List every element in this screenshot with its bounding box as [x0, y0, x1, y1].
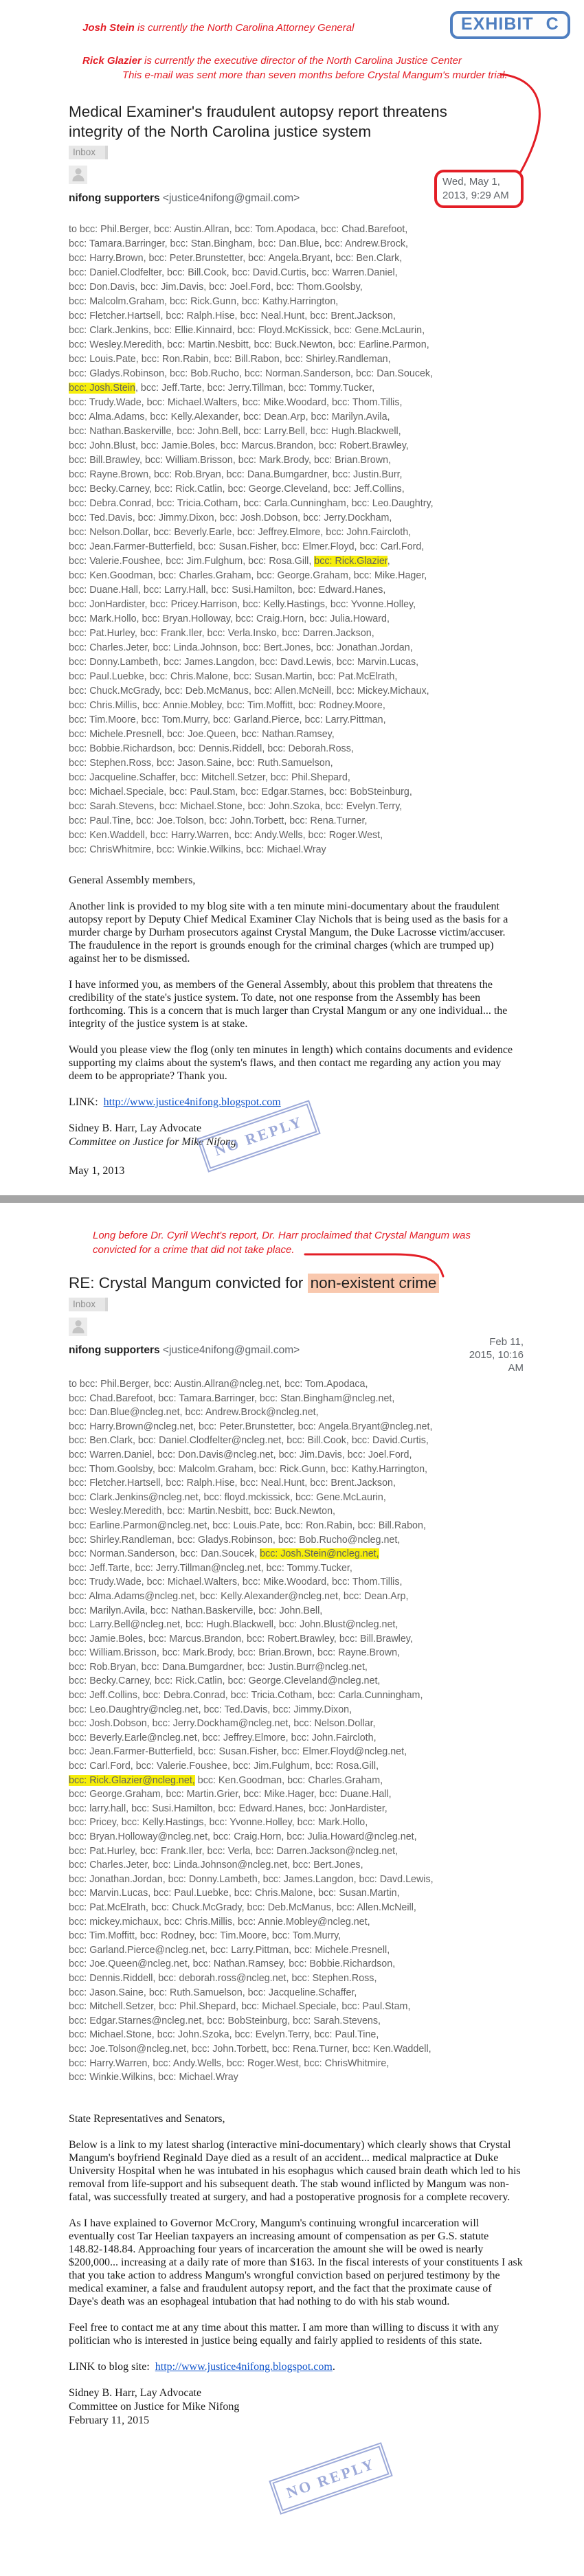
- inbox-label: Inbox: [69, 146, 108, 159]
- bcc-line: bcc: Jamie.Boles, bcc: Marcus.Brandon, bcc: Robert.Brawley, bcc: Bill.Brawley,: [69, 1633, 413, 1645]
- sender-row: [69, 1336, 524, 1374]
- label-row: [69, 146, 524, 159]
- bcc-line: bcc: Michele.Presnell, bcc: Joe.Queen, bcc: Nathan.Ramsey,: [69, 729, 335, 740]
- sender-email: <justice4nifong@gmail.com>: [162, 192, 300, 204]
- person-icon: [75, 1320, 81, 1326]
- bcc-line: bcc: Jean.Farmer-Butterfield, bcc: Susan.Fisher, bcc: Elmer.Floyd, bcc: Carl.Ford,: [69, 541, 425, 552]
- bcc-line: bcc: Charles.Jeter, bcc: Linda.Johnson@ncleg.net, bcc: Bert.Jones,: [69, 1860, 363, 1871]
- bcc-line: bcc: Clark.Jenkins@ncleg.net, bcc: floyd.mckissick, bcc: Gene.McLaurin,: [69, 1491, 386, 1503]
- bcc-line: bcc: Tim.Moore, bcc: Tom.Murry, bcc: Garland.Pierce, bcc: Larry.Pittman,: [69, 714, 386, 725]
- body-paragraph: Another link is provided to my blog site with a ten minute mini-documentary about the fraudulent autopsy report by Deputy Chief Medical Examiner Clay Nichols that is being used as the basis for a murder charge by Durham prosecutors against Crystal Mangum, the Duke Lacrosse victim/accuser. The fraudulence in the report is grounds enough for the criminal charges (which are trumped up) against her to be dismissed.: [69, 901, 508, 964]
- annotation-rick-glazier: [82, 54, 462, 68]
- signature-org: Committee on Justice for Mike Nifong: [69, 1136, 236, 1148]
- bcc-line: bcc: Jean.Farmer-Butterfield, bcc: Susan.Fisher, bcc: Elmer.Floyd@ncleg.net,: [69, 1746, 407, 1758]
- bcc-line: bcc: Leo.Daughtry@ncleg.net, bcc: Ted.Davis, bcc: Jimmy.Dixon,: [69, 1704, 352, 1715]
- highlighted-recipient: bcc: Josh.Stein@ncleg.net,: [260, 1548, 379, 1560]
- bcc-line: bcc: Paul.Tine, bcc: Joe.Tolson, bcc: John.Torbett, bcc: Rena.Turner,: [69, 815, 368, 826]
- body-paragraph: As I have explained to Governor McCrory, Mangum's continuing wrongful incarceration will eventually cost Tar Heelian taxpayers an increasing amount of compensation as per G.S. statute 148.82-148.84. Approaching four years of incarceration the amount she will be owed is nearly $200,000... increasing at a daily rate of more than $163. In the fiscal interests of your constituents I ask that you take action to address Mangum's wrongful conviction based on perjured testimony by the medical examiner, a false and fraudulent autopsy report, and the fact that the proximate cause of Daye's death was an esophageal intubation that had nothing to do with his stab wound.: [69, 2217, 523, 2307]
- bcc-text: , bcc: Jeff.Tarte, bcc: Jerry.Tillman, bcc: Tommy.Tucker,: [135, 383, 375, 394]
- bcc-line: bcc: Bill.Brawley, bcc: William.Brisson, bcc: Mark.Brody, bcc: Brian.Brown,: [69, 455, 392, 466]
- person-icon-body: [72, 175, 84, 181]
- bcc-line: [69, 1547, 524, 1561]
- email2-subject: [69, 1273, 524, 1293]
- bcc-line: bcc: Wesley.Meredith, bcc: Martin.Nesbitt, bcc: Buck.Newton, bcc: Earline.Parmon,: [69, 339, 429, 350]
- bcc-line: bcc: Warren.Daniel, bcc: Don.Davis@ncleg.net, bcc: Jim.Davis, bcc: Joel.Ford,: [69, 1449, 412, 1460]
- bcc-line: bcc: JonHardister, bcc: Pricey.Harrison, bcc: Kelly.Hastings, bcc: Yvonne.Holley,: [69, 599, 416, 610]
- bcc-line: bcc: Ken.Waddell, bcc: Harry.Warren, bcc: Andy.Wells, bcc: Roger.West,: [69, 830, 383, 841]
- bcc-line: bcc: Sarah.Stevens, bcc: Michael.Stone, bcc: John.Szoka, bcc: Evelyn.Terry,: [69, 801, 403, 812]
- bcc-line: to bcc: Phil.Berger, bcc: Austin.Allran, bcc: Tom.Apodaca, bcc: Chad.Barefoot,: [69, 224, 408, 235]
- bcc-line: bcc: William.Brisson, bcc: Mark.Brody, bcc: Brian.Brown, bcc: Rayne.Brown,: [69, 1647, 401, 1659]
- email2-date: Feb 11, 2015, 10:16 AM: [469, 1336, 524, 1374]
- subject-text: RE: Crystal Mangum convicted for: [69, 1274, 308, 1291]
- bcc-line: bcc: Jason.Saine, bcc: Ruth.Samuelson, bcc: Jacqueline.Schaffer,: [69, 1987, 357, 1998]
- bcc-line: bcc: Tamara.Barringer, bcc: Stan.Bingham, bcc: Dan.Blue, bcc: Andrew.Brock,: [69, 238, 409, 249]
- bcc-line: bcc: Ben.Clark, bcc: Daniel.Clodfelter@ncleg.net, bcc: Bill.Cook, bcc: David.Curtis,: [69, 1435, 429, 1447]
- bcc-line: bcc: Edgar.Starnes@ncleg.net, bcc: BobSteinburg, bcc: Sarah.Stevens,: [69, 2015, 381, 2026]
- bcc-line: bcc: Nelson.Dollar, bcc: Beverly.Earle, bcc: Jeffrey.Elmore, bcc: John.Faircloth,: [69, 527, 412, 538]
- bcc-line: bcc: Dennis.Riddell, bcc: deborah.ross@ncleg.net, bcc: Stephen.Ross,: [69, 1972, 377, 1984]
- bcc-line: bcc: Don.Davis, bcc: Jim.Davis, bcc: Joel.Ford, bcc: Thom.Goolsby,: [69, 282, 363, 293]
- bcc-line: [69, 381, 524, 396]
- bcc-line: bcc: ChrisWhitmire, bcc: Winkie.Wilkins, bcc: Michael.Wray: [69, 844, 326, 855]
- bcc-line: bcc: Marvin.Lucas, bcc: Paul.Luebke, bcc: Chris.Malone, bcc: Susan.Martin,: [69, 1888, 400, 1899]
- avatar: [69, 166, 87, 184]
- exhibit-stamp: EXHIBIT C: [450, 11, 570, 39]
- bcc-line: bcc: mickey.michaux, bcc: Chris.Millis, bcc: Annie.Mobley@ncleg.net,: [69, 1916, 370, 1928]
- body-paragraph: Would you please view the flog (only ten minutes in length) which contains documents and evidence supporting my claims about the system's flaws, and then contact me regarding any action you may deem to be appropriate? Thank you.: [69, 1044, 513, 1082]
- bcc-text: bcc: Valerie.Foushee, bcc: Jim.Fulghum, bcc: Rosa.Gill,: [69, 556, 315, 567]
- signature-org: Committee on Justice for Mike Nifong: [69, 2400, 240, 2413]
- signature-name: Sidney B. Harr, Lay Advocate: [69, 2386, 202, 2399]
- bcc-line: bcc: Mark.Hollo, bcc: Bryan.Holloway, bcc: Craig.Horn, bcc: Julia.Howard,: [69, 613, 390, 624]
- no-reply-stamp: NO REPLY: [196, 1100, 321, 1173]
- bcc-line: bcc: Alma.Adams, bcc: Kelly.Alexander, bcc: Dean.Arp, bcc: Marilyn.Avila,: [69, 411, 390, 422]
- bcc-line: bcc: Dan.Blue@ncleg.net, bcc: Andrew.Brock@ncleg.net,: [69, 1407, 319, 1419]
- bcc-line: bcc: Mitchell.Setzer, bcc: Phil.Shepard, bcc: Michael.Speciale, bcc: Paul.Stam,: [69, 2001, 411, 2013]
- bcc-line: bcc: Harry.Brown, bcc: Peter.Brunstetter, bcc: Angela.Bryant, bcc: Ben.Clark,: [69, 253, 403, 264]
- email2-body-section: [69, 2112, 524, 2428]
- link-line: [69, 2360, 524, 2373]
- body-paragraph: Feel free to contact me at any time about this matter. I am more than willing to discuss it with any politician who is interested in justice being equally and fairly applied to residents of this state.: [69, 2321, 499, 2347]
- bcc-line: bcc: Pat.Hurley, bcc: Frank.Iler, bcc: Verla, bcc: Darren.Jackson@ncleg.net,: [69, 1845, 398, 1857]
- annotation-bold-name: Josh Stein: [82, 22, 135, 34]
- bcc-line: bcc: Debra.Conrad, bcc: Tricia.Cotham, bcc: Carla.Cunningham, bcc: Leo.Daughtry,: [69, 498, 434, 509]
- person-icon-body: [72, 1327, 84, 1333]
- bcc-line: bcc: Stephen.Ross, bcc: Jason.Saine, bcc: Ruth.Samuelson,: [69, 758, 333, 769]
- sender-name: nifong supporters: [69, 1344, 160, 1356]
- email1-date: Wed, May 1, 2013, 9:29 AM: [442, 176, 509, 201]
- bcc-line: bcc: Bobbie.Richardson, bcc: Dennis.Riddell, bcc: Deborah.Ross,: [69, 743, 354, 754]
- bcc-line: bcc: Jonathan.Jordan, bcc: Donny.Lambeth, bcc: James.Langdon, bcc: Davd.Lewis,: [69, 1873, 434, 1885]
- annotation-email2-note: Long before Dr. Cyril Wecht's report, Dr. Harr proclaimed that Crystal Mangum was convicted for a crime that did not take place.: [93, 1230, 471, 1256]
- bcc-line: bcc: Fletcher.Hartsell, bcc: Ralph.Hise, bcc: Neal.Hunt, bcc: Brent.Jackson,: [69, 1478, 396, 1489]
- body-paragraph: I have informed you, as members of the General Assembly, about this problem that threatens the credibility of the state's justice system. To date, not one response from the Assembly has been forthcoming. This is a concern that is much larger than Crystal Mangum or any one individual... the integrity of the justice system is at stake.: [69, 979, 508, 1030]
- bcc-line: bcc: Rob.Bryan, bcc: Dana.Bumgardner, bcc: Justin.Burr@ncleg.net,: [69, 1661, 368, 1673]
- annotation-bold-name: Rick Glazier: [82, 55, 142, 67]
- greeting: State Representatives and Senators,: [69, 2112, 225, 2125]
- bcc-line: bcc: John.Blust, bcc: Jamie.Boles, bcc: Marcus.Brandon, bcc: Robert.Brawley,: [69, 440, 409, 451]
- highlighted-recipient: bcc: Josh.Stein: [69, 383, 135, 394]
- bcc-line: to bcc: Phil.Berger, bcc: Austin.Allran@ncleg.net, bcc: Tom.Apodaca,: [69, 1379, 368, 1390]
- annotation-email1-note: This e-mail was sent more than seven months before Crystal Mangum's murder trial.: [122, 69, 508, 81]
- bcc-line: bcc: Trudy.Wade, bcc: Michael.Walters, bcc: Mike.Woodard, bcc: Thom.Tillis,: [69, 397, 403, 408]
- bcc-line: bcc: Shirley.Randleman, bcc: Gladys.Robinson, bcc: Bob.Rucho@ncleg.net,: [69, 1534, 401, 1546]
- bcc-line: bcc: Clark.Jenkins, bcc: Ellie.Kinnaird, bcc: Floyd.McKissick, bcc: Gene.McLaurin,: [69, 325, 425, 336]
- person-icon: [75, 168, 81, 174]
- bcc-line: bcc: Chad.Barefoot, bcc: Tamara.Barringer, bcc: Stan.Bingham@ncleg.net,: [69, 1392, 395, 1404]
- blog-link[interactable]: http://www.justice4nifong.blogspot.com: [103, 1096, 281, 1108]
- bcc-line: bcc: Pat.Hurley, bcc: Frank.Iler, bcc: Verla.Insko, bcc: Darren.Jackson,: [69, 628, 374, 639]
- bcc-line: bcc: Ted.Davis, bcc: Jimmy.Dixon, bcc: Josh.Dobson, bcc: Jerry.Dockham,: [69, 512, 392, 523]
- bcc-line: [69, 1774, 524, 1788]
- bcc-line: bcc: Becky.Carney, bcc: Rick.Catlin, bcc: George.Cleveland, bcc: Jeff.Collins,: [69, 484, 405, 495]
- avatar: [69, 1318, 87, 1336]
- no-reply-stamp: NO REPLY: [269, 2442, 393, 2515]
- bcc-text: ,: [387, 556, 390, 567]
- email-2: [69, 1273, 524, 2428]
- bcc-line: bcc: Thom.Goolsby, bcc: Malcolm.Graham, bcc: Rick.Gunn, bcc: Kathy.Harrington,: [69, 1463, 428, 1475]
- bcc-line: [69, 554, 524, 569]
- inbox-label: Inbox: [69, 1298, 108, 1311]
- bcc-line: bcc: Trudy.Wade, bcc: Michael.Walters, bcc: Mike.Woodard, bcc: Thom.Tillis,: [69, 1577, 403, 1588]
- annotation-text: is currently the North Carolina Attorney General: [134, 22, 355, 34]
- bcc-line: bcc: Louis.Pate, bcc: Ron.Rabin, bcc: Bill.Rabon, bcc: Shirley.Randleman,: [69, 354, 391, 365]
- bcc-line: bcc: Harry.Brown@ncleg.net, bcc: Peter.Brunstetter, bcc: Angela.Bryant@ncleg.net,: [69, 1421, 433, 1432]
- bcc-line: bcc: Joe.Tolson@ncleg.net, bcc: John.Torbett, bcc: Rena.Turner, bcc: Ken.Waddell,: [69, 2043, 431, 2055]
- email1-subject: Medical Examiner's fraudulent autopsy report threatens integrity of the North Carolina justice system: [69, 103, 447, 140]
- bcc-line: bcc: Michael.Speciale, bcc: Paul.Stam, bcc: Edgar.Starnes, bcc: BobSteinburg,: [69, 787, 412, 798]
- bcc-line: bcc: Duane.Hall, bcc: Larry.Hall, bcc: Susi.Hamilton, bcc: Edward.Hanes,: [69, 585, 386, 596]
- link-label: LINK to blog site:: [69, 2360, 150, 2373]
- section-divider: [0, 1195, 584, 1203]
- bcc-line: bcc: Alma.Adams@ncleg.net, bcc: Kelly.Alexander@ncleg.net, bcc: Dean.Arp,: [69, 1590, 409, 1602]
- signature-name: Sidney B. Harr, Lay Advocate: [69, 1122, 202, 1134]
- sender-email: <justice4nifong@gmail.com>: [162, 1344, 300, 1356]
- bcc-line: bcc: Harry.Warren, bcc: Andy.Wells, bcc: Roger.West, bcc: ChrisWhitmire,: [69, 2057, 390, 2069]
- bcc-line: bcc: Wesley.Meredith, bcc: Martin.Nesbitt, bcc: Buck.Newton,: [69, 1506, 336, 1517]
- bcc-line: bcc: Carl.Ford, bcc: Valerie.Foushee, bcc: Jim.Fulghum, bcc: Rosa.Gill,: [69, 1761, 379, 1772]
- email-1: [69, 102, 524, 1178]
- bcc-line: bcc: Winkie.Wilkins, bcc: Michael.Wray: [69, 2072, 238, 2083]
- highlighted-recipient: bcc: Rick.Glazier@ncleg.net,: [69, 1774, 195, 1786]
- signature-block: [69, 2386, 524, 2428]
- bcc-line: bcc: Marilyn.Avila, bcc: Nathan.Baskerville, bcc: John.Bell,: [69, 1605, 323, 1616]
- bcc-line: bcc: Jeff.Tarte, bcc: Jerry.Tillman@ncleg.net, bcc: Tommy.Tucker,: [69, 1562, 352, 1574]
- annotation-josh-stein: [82, 21, 354, 35]
- bcc-line: bcc: Garland.Pierce@ncleg.net, bcc: Larry.Pittman, bcc: Michele.Presnell,: [69, 1944, 390, 1956]
- bcc-line: bcc: Chuck.McGrady, bcc: Deb.McManus, bcc: Allen.McNeill, bcc: Mickey.Michaux,: [69, 686, 429, 697]
- bcc-line: bcc: Paul.Luebke, bcc: Chris.Malone, bcc: Susan.Martin, bcc: Pat.McElrath,: [69, 671, 398, 682]
- bcc-line: bcc: Jacqueline.Schaffer, bcc: Mitchell.Setzer, bcc: Phil.Shepard,: [69, 772, 350, 783]
- bcc-line: bcc: larry.hall, bcc: Susi.Hamilton, bcc: Edward.Hanes, bcc: JonHardister,: [69, 1803, 388, 1814]
- email2-body: [69, 2138, 524, 2347]
- bcc-line: bcc: Donny.Lambeth, bcc: James.Langdon, bcc: Davd.Lewis, bcc: Marvin.Lucas,: [69, 657, 419, 668]
- bcc-line: bcc: George.Graham, bcc: Martin.Grier, bcc: Mike.Hager, bcc: Duane.Hall,: [69, 1789, 392, 1800]
- bcc-line: bcc: Josh.Dobson, bcc: Jerry.Dockham@ncleg.net, bcc: Nelson.Dollar,: [69, 1718, 376, 1730]
- bcc-line: bcc: Michael.Stone, bcc: John.Szoka, bcc: Evelyn.Terry, bcc: Paul.Tine,: [69, 2029, 379, 2041]
- bcc-line: bcc: Nathan.Baskerville, bcc: John.Bell, bcc: Larry.Bell, bcc: Hugh.Blackwell,: [69, 426, 401, 437]
- bcc-line: bcc: Daniel.Clodfelter, bcc: Bill.Cook, bcc: David.Curtis, bcc: Warren.Daniel,: [69, 267, 398, 278]
- link-suffix: .: [332, 2360, 335, 2373]
- sender-name: nifong supporters: [69, 192, 160, 204]
- bcc-line: bcc: Chris.Millis, bcc: Annie.Mobley, bcc: Tim.Moffitt, bcc: Rodney.Moore,: [69, 700, 385, 711]
- bcc-line: bcc: Joe.Queen@ncleg.net, bcc: Nathan.Ramsey, bcc: Bobbie.Richardson,: [69, 1958, 396, 1970]
- bcc-line: bcc: Earline.Parmon@ncleg.net, bcc: Louis.Pate, bcc: Ron.Rabin, bcc: Bill.Rabon,: [69, 1519, 426, 1531]
- bcc-line: bcc: Tim.Moffitt, bcc: Rodney, bcc: Tim.Moore, bcc: Tom.Murry,: [69, 1930, 341, 1942]
- bcc-line: bcc: Becky.Carney, bcc: Rick.Catlin, bcc: George.Cleveland@ncleg.net,: [69, 1675, 381, 1687]
- bcc-line: bcc: Bryan.Holloway@ncleg.net, bcc: Craig.Horn, bcc: Julia.Howard@ncleg.net,: [69, 1831, 417, 1842]
- signature-date: February 11, 2015: [69, 2414, 150, 2426]
- bcc-text: bcc: Norman.Sanderson, bcc: Dan.Soucek,: [69, 1548, 260, 1560]
- email1-bcc-list: [69, 223, 524, 857]
- sender-row: [69, 176, 524, 205]
- signature-date: May 1, 2013: [69, 1165, 125, 1177]
- highlighted-recipient: bcc: Rick.Glazier: [314, 556, 388, 567]
- body-paragraph: Below is a link to my latest sharlog (interactive mini-documentary) which clearly shows that Crystal Mangum's boyfriend Reginald Daye died as a result of an accident... medical malpractice at Duke University Hospital when he was intubated in his esophagus which caused brain death which led to his removal from life-support and his subsequent death. The stab wound inflicted by Mangum was non-fatal, was successfully treated at surgery, and had a postoperative prognosis for a complete recovery.: [69, 2138, 521, 2203]
- date-red-circled: [434, 170, 524, 208]
- bcc-line: bcc: Beverly.Earle@ncleg.net, bcc: Jeffrey.Elmore, bcc: John.Faircloth,: [69, 1732, 377, 1743]
- bcc-text: bcc: Ken.Goodman, bcc: Charles.Graham,: [194, 1774, 383, 1786]
- blog-link[interactable]: http://www.justice4nifong.blogspot.com: [155, 2360, 333, 2373]
- link-label: LINK:: [69, 1096, 98, 1108]
- bcc-line: bcc: Malcolm.Graham, bcc: Rick.Gunn, bcc: Kathy.Harrington,: [69, 296, 339, 307]
- bcc-line: bcc: Charles.Jeter, bcc: Linda.Johnson, bcc: Bert.Jones, bcc: Jonathan.Jordan,: [69, 642, 413, 653]
- bcc-line: bcc: Jeff.Collins, bcc: Debra.Conrad, bcc: Tricia.Cotham, bcc: Carla.Cunningham,: [69, 1690, 423, 1702]
- email1-body: [69, 900, 524, 1083]
- bcc-line: bcc: Fletcher.Hartsell, bcc: Ralph.Hise, bcc: Neal.Hunt, bcc: Brent.Jackson,: [69, 310, 396, 321]
- subject-highlight: non-existent crime: [308, 1274, 440, 1293]
- bcc-line: bcc: Ken.Goodman, bcc: Charles.Graham, bcc: George.Graham, bcc: Mike.Hager,: [69, 570, 427, 581]
- annotation-text: is currently the executive director of the North Carolina Justice Center: [141, 55, 462, 67]
- bcc-line: bcc: Gladys.Robinson, bcc: Bob.Rucho, bcc: Norman.Sanderson, bcc: Dan.Soucek,: [69, 368, 434, 379]
- bcc-line: bcc: Pat.McElrath, bcc: Chuck.McGrady, bcc: Deb.McManus, bcc: Allen.McNeill,: [69, 1901, 416, 1913]
- bcc-line: bcc: Larry.Bell@ncleg.net, bcc: Hugh.Blackwell, bcc: John.Blust@ncleg.net,: [69, 1619, 398, 1631]
- label-row: [69, 1298, 524, 1311]
- greeting: General Assembly members,: [69, 874, 196, 886]
- email2-bcc-list: [69, 1377, 524, 2085]
- bcc-line: bcc: Pricey, bcc: Kelly.Hastings, bcc: Yvonne.Holley, bcc: Mark.Hollo,: [69, 1817, 368, 1829]
- bcc-line: bcc: Rayne.Brown, bcc: Rob.Bryan, bcc: Dana.Bumgardner, bcc: Justin.Burr,: [69, 469, 403, 480]
